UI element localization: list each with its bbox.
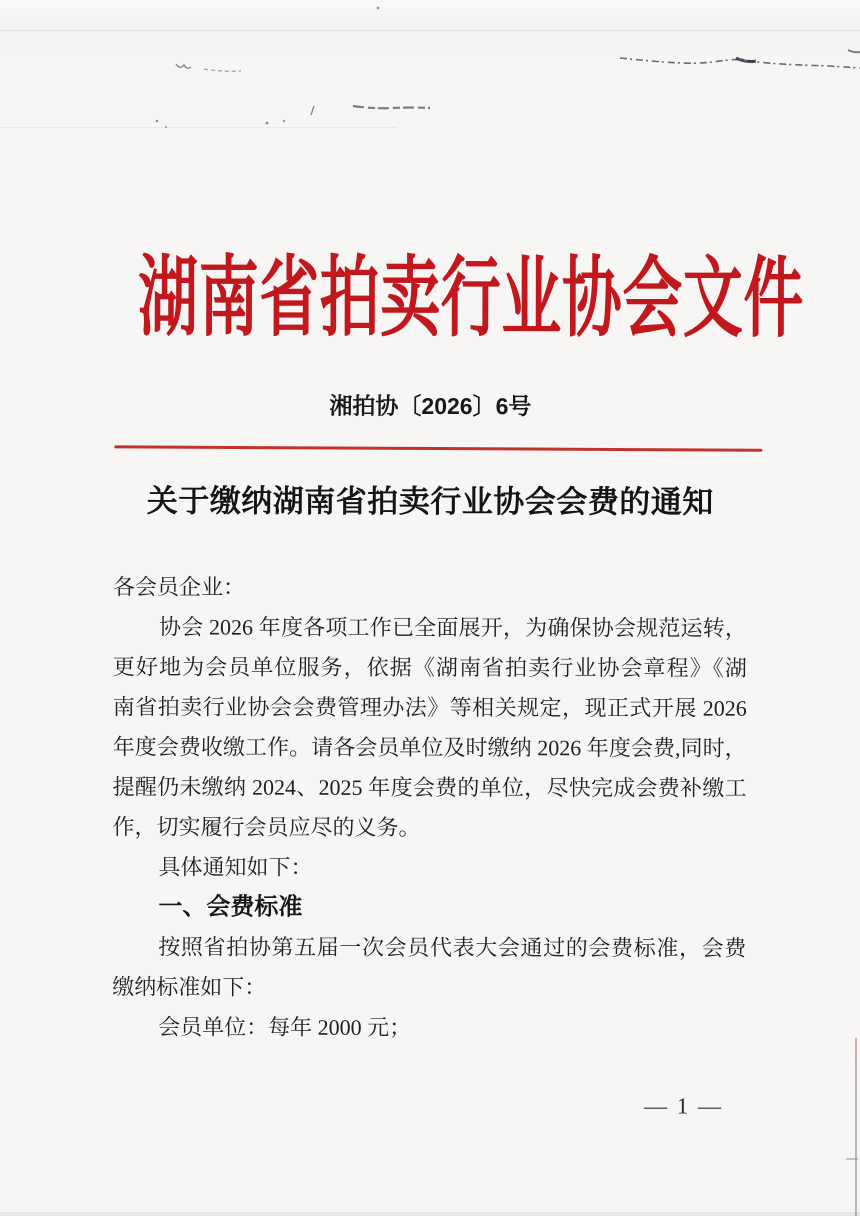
body-line: 提醒仍未缴纳 2024、2025 年度会费的单位，尽快完成会费补缴工 [112, 774, 747, 801]
body-line: 作，切实履行会员应尽的义务。 [112, 814, 421, 840]
scan-edge-tick [846, 1158, 858, 1160]
body-line: 更好地为会员单位服务，依据《湖南省拍卖行业协会章程》《湖 [112, 654, 747, 681]
section-heading-fee-standard: 一、会费标准 [158, 893, 303, 921]
body-line: 协会 2026 年度各项工作已全面展开，为确保协会规范运转， [158, 614, 747, 641]
document-number: 湘拍协〔2026〕6号 [329, 392, 532, 420]
body-line: 具体通知如下： [158, 854, 313, 880]
body-line: 南省拍卖行业协会会费管理办法》等相关规定，现正式开展 2026 [112, 694, 747, 721]
body-line: 年度会费收缴工作。请各会员单位及时缴纳 2026 年度会费,同时， [112, 734, 747, 761]
page-number: — 1 — [643, 1093, 723, 1119]
scan-edge-artifact [855, 1038, 857, 1216]
red-divider-rule [114, 445, 762, 451]
fee-amount-line: 会员单位：每年 2000 元； [158, 1014, 412, 1040]
document-title: 关于缴纳湖南省拍卖行业协会会费的通知 [146, 483, 714, 520]
salutation-line: 各会员企业： [113, 574, 246, 600]
letterhead-title: 湖南省拍卖行业协会文件 [138, 250, 805, 349]
body-line: 按照省拍协第五届一次会员代表大会通过的会费标准，会费 [158, 934, 747, 961]
document-body [112, 567, 747, 1048]
body-line: 缴纳标准如下： [112, 974, 267, 1000]
